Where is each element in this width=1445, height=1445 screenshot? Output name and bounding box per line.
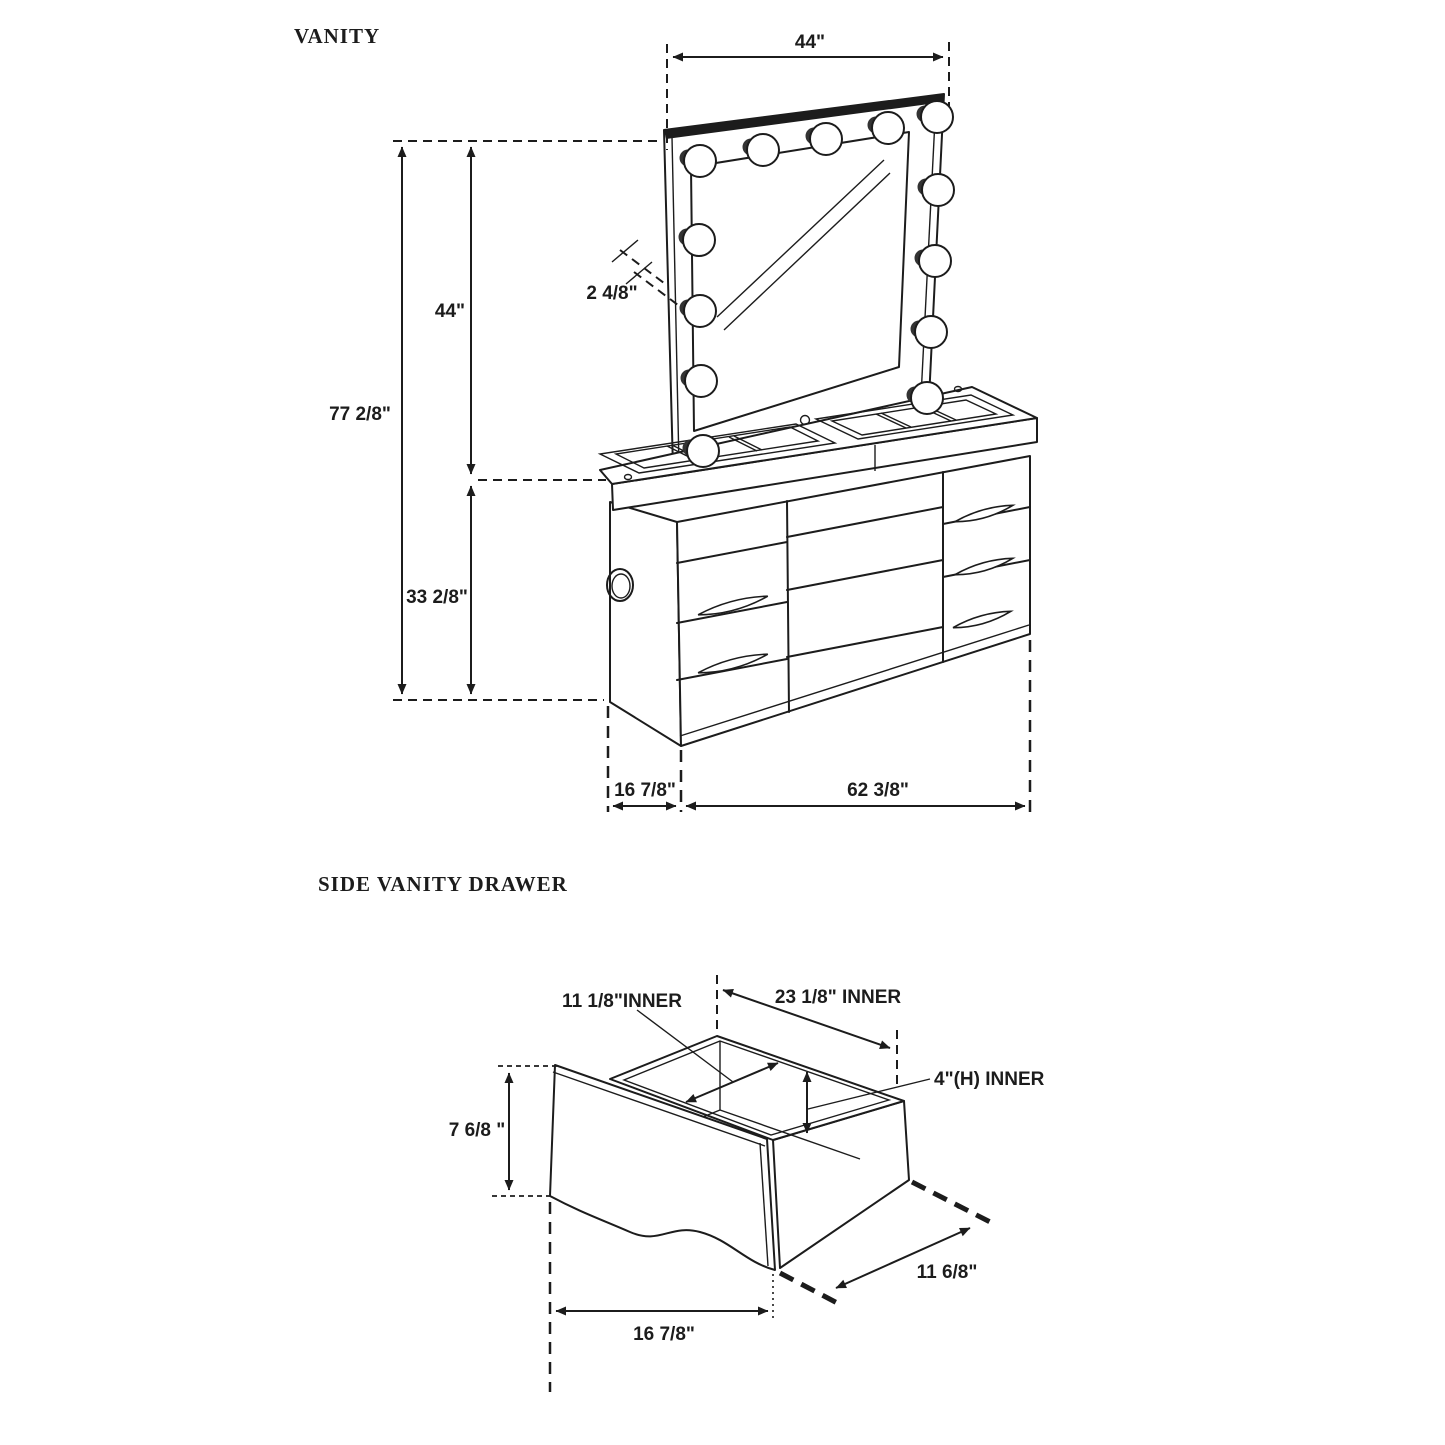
- extension-line: [780, 1273, 843, 1306]
- dim-cabinet-depth: 16 7/8": [614, 780, 676, 801]
- vanity-title: VANITY: [294, 24, 381, 48]
- dim-mirror-width: 44": [794, 32, 826, 53]
- side-vanity-drawer-diagram: [318, 872, 1045, 1392]
- dim-frame-thickness: 2 4/8": [586, 283, 638, 304]
- dim-inner-length: 23 1/8" INNER: [774, 987, 902, 1008]
- side-drawer-title: SIDE VANITY DRAWER: [318, 872, 568, 896]
- dresser-side-panel: [610, 502, 681, 746]
- dim-cabinet-width: 62 3/8": [847, 780, 909, 801]
- dim-overall-height: 77 2/8": [329, 404, 391, 425]
- callout-tick: [626, 262, 652, 284]
- dim-inner-width: 11 1/8"INNER: [562, 991, 682, 1012]
- dim-cabinet-height: 33 2/8": [406, 587, 468, 608]
- dresser: [600, 387, 1037, 747]
- extension-line: [912, 1182, 996, 1225]
- dim-front-width: 16 7/8": [633, 1324, 695, 1345]
- callout-tick: [612, 240, 638, 262]
- dresser-front: [677, 456, 1030, 746]
- dim-front-height: 7 6/8 ": [448, 1120, 506, 1141]
- vanity-diagram: [294, 24, 1037, 812]
- dim-inner-height: 4"(H) INNER: [934, 1069, 1045, 1090]
- dim-inner-depth: 11 6/8": [916, 1262, 978, 1283]
- dim-mirror-height: 44": [434, 301, 466, 322]
